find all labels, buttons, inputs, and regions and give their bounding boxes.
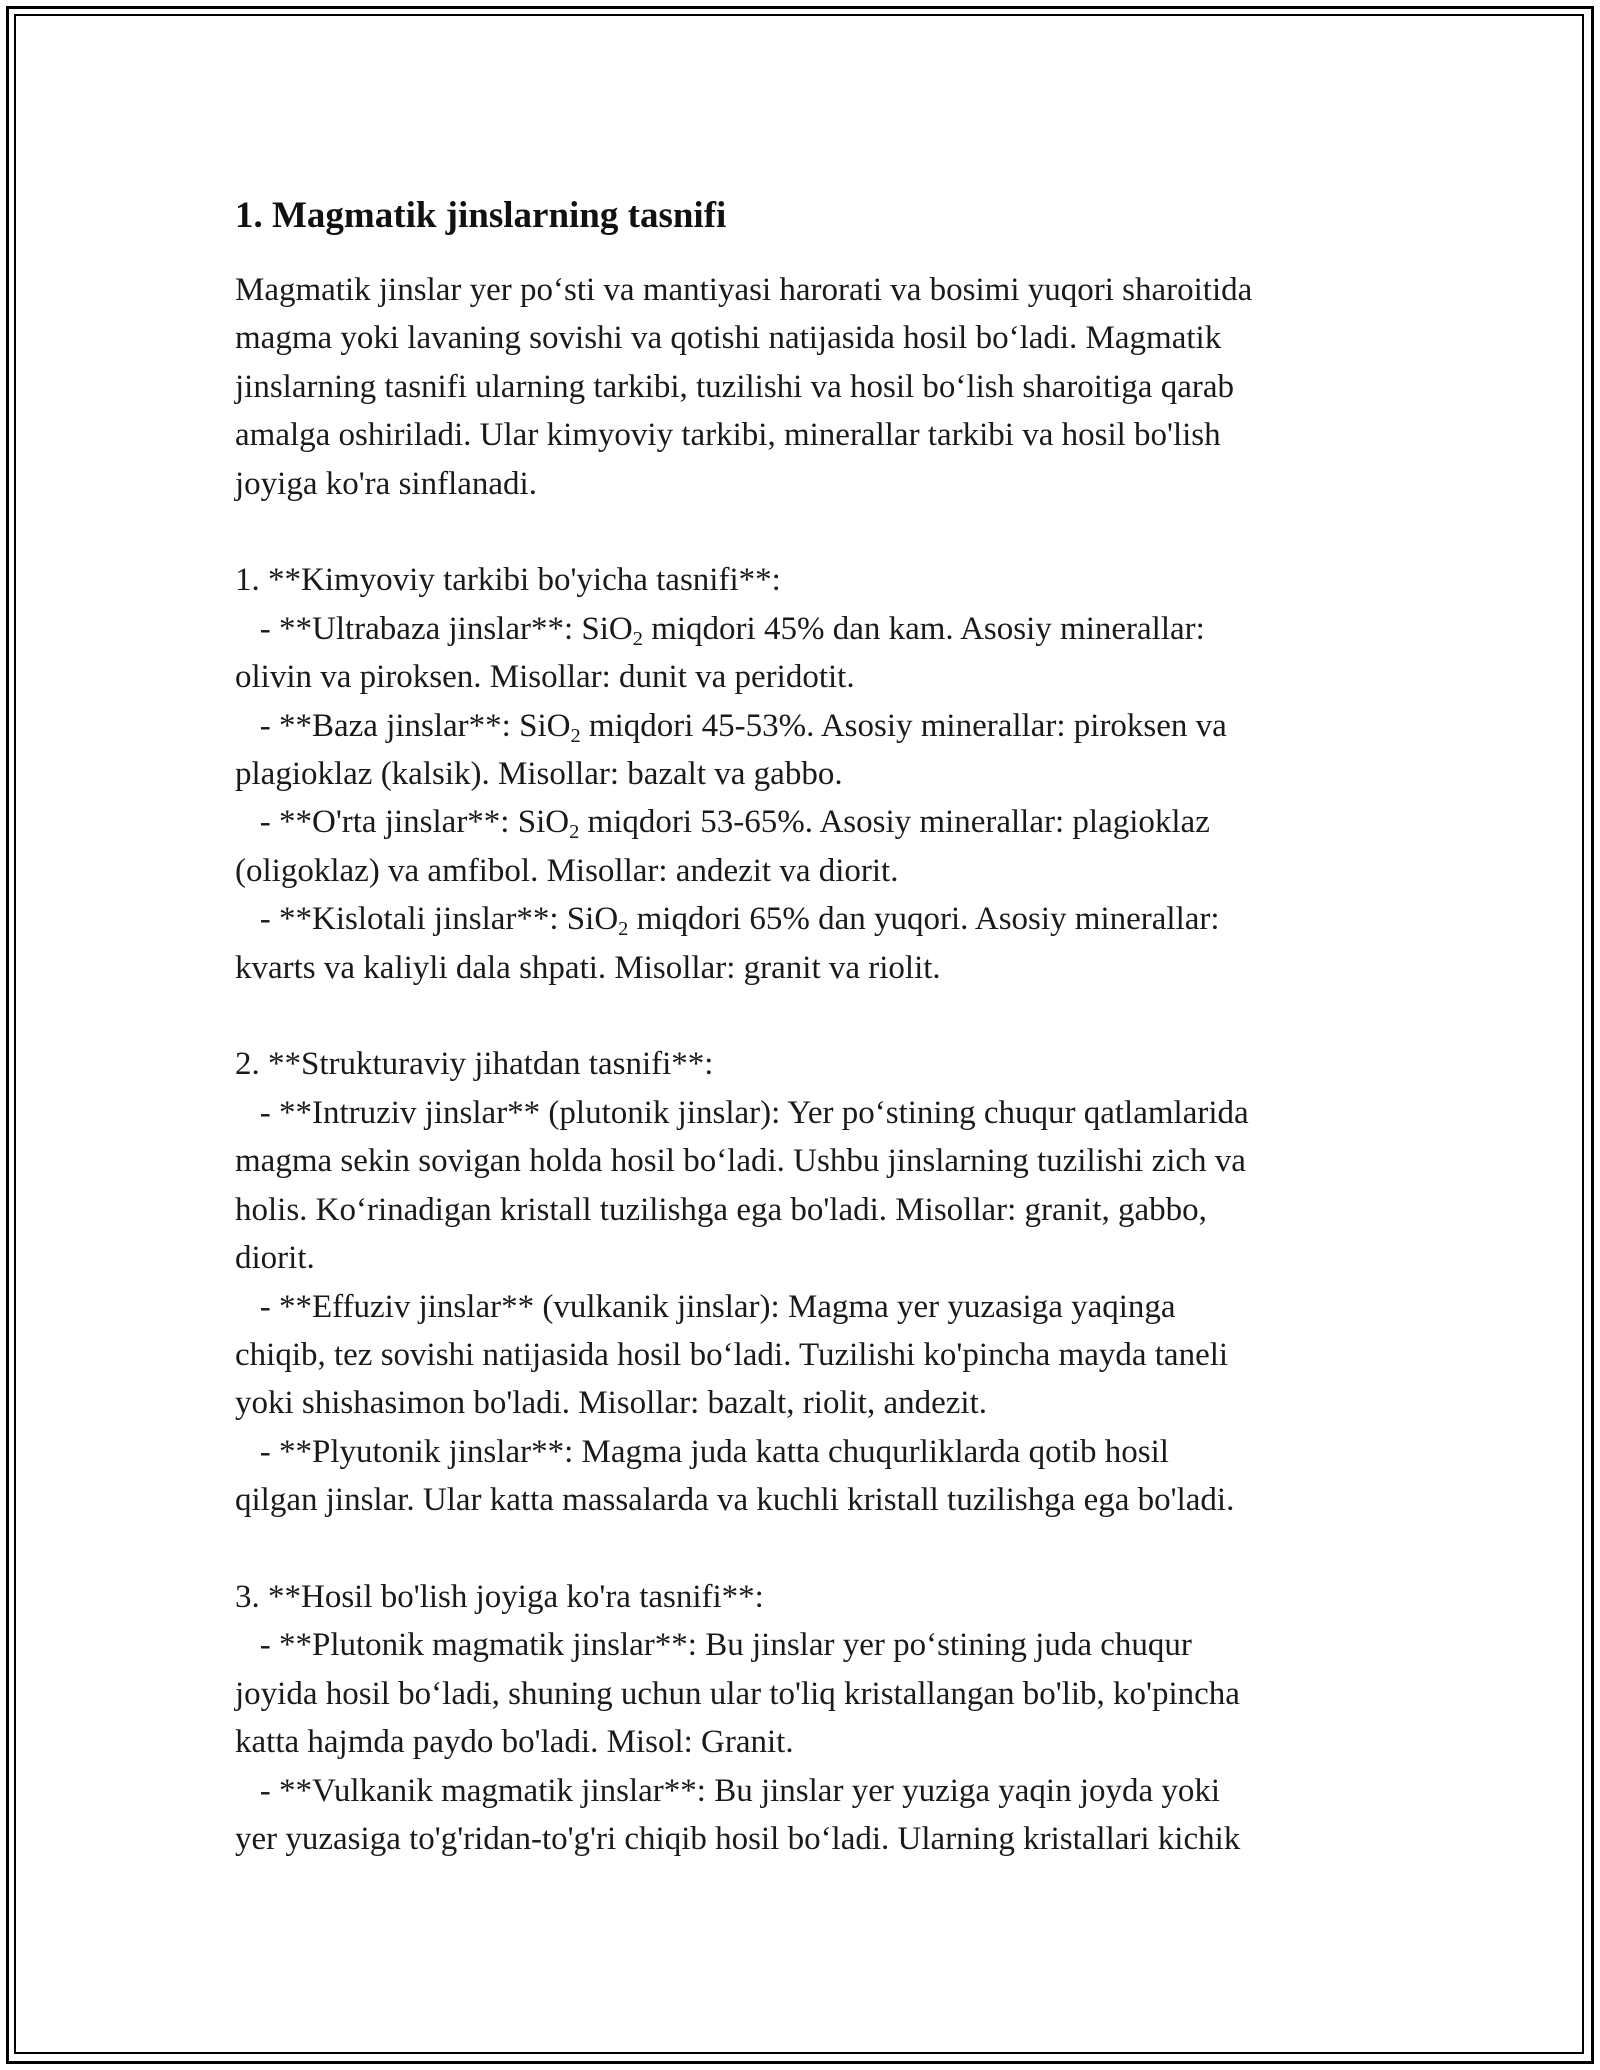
text-line: qilgan jinslar. Ular katta massalarda va kuchli kristall tuzilishga ega bo'ladi.	[235, 1482, 1235, 1519]
intro-paragraph	[235, 266, 1375, 508]
section-heading: 2. **Strukturaviy jihatdan tasnifi**:	[235, 1046, 714, 1083]
text-line: - **Vulkanik magmatik jinslar**: Bu jinslar yer yuziga yaqin joyda yoki	[235, 1772, 1221, 1809]
list-item: - **Kislotali jinslar**: SiO$_2$ miqdori 65% dan yuqori. Asosiy minerallar:	[235, 901, 1220, 941]
text-line: - **Plutonik magmatik jinslar**: Bu jinslar yer po‘stining juda chuqur	[235, 1627, 1192, 1664]
list-item-continuation: olivin va piroksen. Misollar: dunit va peridotit.	[235, 659, 855, 696]
intro-line: joyiga ko'ra sinflanadi.	[235, 465, 537, 502]
list-item-continuation: plagioklaz (kalsik). Misollar: bazalt va gabbo.	[235, 756, 843, 793]
document-body	[235, 190, 1375, 1863]
intro-line: jinslarning tasnifi ularning tarkibi, tuzilishi va hosil bo‘lish sharoitiga qarab	[235, 368, 1234, 405]
section-structural-classification	[235, 1040, 1375, 1524]
text-line: joyida hosil bo‘ladi, shuning uchun ular to'liq kristallangan bo'lib, ko'pincha	[235, 1675, 1240, 1712]
text-line: magma sekin sovigan holda hosil bo‘ladi. Ushbu jinslarning tuzilishi zich va	[235, 1143, 1246, 1180]
text-line: diorit.	[235, 1240, 315, 1277]
document-title: 1. Magmatik jinslarning tasnifi	[235, 195, 727, 236]
list-item: - **Ultrabaza jinslar**: SiO$_2$ miqdori 45% dan kam. Asosiy minerallar:	[235, 610, 1205, 650]
text-line: - **Effuziv jinslar** (vulkanik jinslar): Magma yer yuzasiga yaqinga	[235, 1288, 1176, 1325]
section-heading: 1. **Kimyoviy tarkibi bo'yicha tasnifi**:	[235, 562, 781, 599]
list-item-continuation: (oligoklaz) va amfibol. Misollar: andezit va diorit.	[235, 852, 899, 889]
text-line: - **Intruziv jinslar** (plutonik jinslar): Yer po‘stining chuqur qatlamlarida	[235, 1094, 1249, 1131]
text-line: chiqib, tez sovishi natijasida hosil bo‘ladi. Tuzilishi ko'pincha mayda taneli	[235, 1336, 1229, 1373]
intro-line: Magmatik jinslar yer po‘sti va mantiyasi harorati va bosimi yuqori sharoitida	[235, 272, 1253, 308]
text-line: yer yuzasiga to'g'ridan-to'g'ri chiqib hosil bo‘ladi. Ularning kristallari kichik	[235, 1820, 1241, 1857]
text-line: holis. Ko‘rinadigan kristall tuzilishga ega bo'ladi. Misollar: granit, gabbo,	[235, 1191, 1207, 1228]
list-item-continuation: kvarts va kaliyli dala shpati. Misollar: granit va riolit.	[235, 949, 941, 986]
section-heading: 3. **Hosil bo'lish joyiga ko'ra tasnifi**:	[235, 1578, 764, 1615]
intro-line: magma yoki lavaning sovishi va qotishi natijasida hosil bo‘ladi. Magmatik	[235, 320, 1222, 357]
text-line: katta hajmda paydo bo'ladi. Misol: Granit.	[235, 1724, 794, 1761]
list-item: - **O'rta jinslar**: SiO$_2$ miqdori 53-65%. Asosiy minerallar: plagioklaz	[235, 804, 1210, 844]
list-item: - **Baza jinslar**: SiO$_2$ miqdori 45-53%. Asosiy minerallar: piroksen va	[235, 707, 1227, 747]
text-line: - **Plyutonik jinslar**: Magma juda katta chuqurliklarda qotib hosil	[235, 1433, 1169, 1470]
text-line: yoki shishasimon bo'ladi. Misollar: bazalt, riolit, andezit.	[235, 1385, 987, 1422]
section-chemical-classification	[235, 556, 1375, 992]
section-formation-place-classification	[235, 1573, 1375, 1863]
intro-line: amalga oshiriladi. Ular kimyoviy tarkibi, minerallar tarkibi va hosil bo'lish	[235, 417, 1221, 454]
